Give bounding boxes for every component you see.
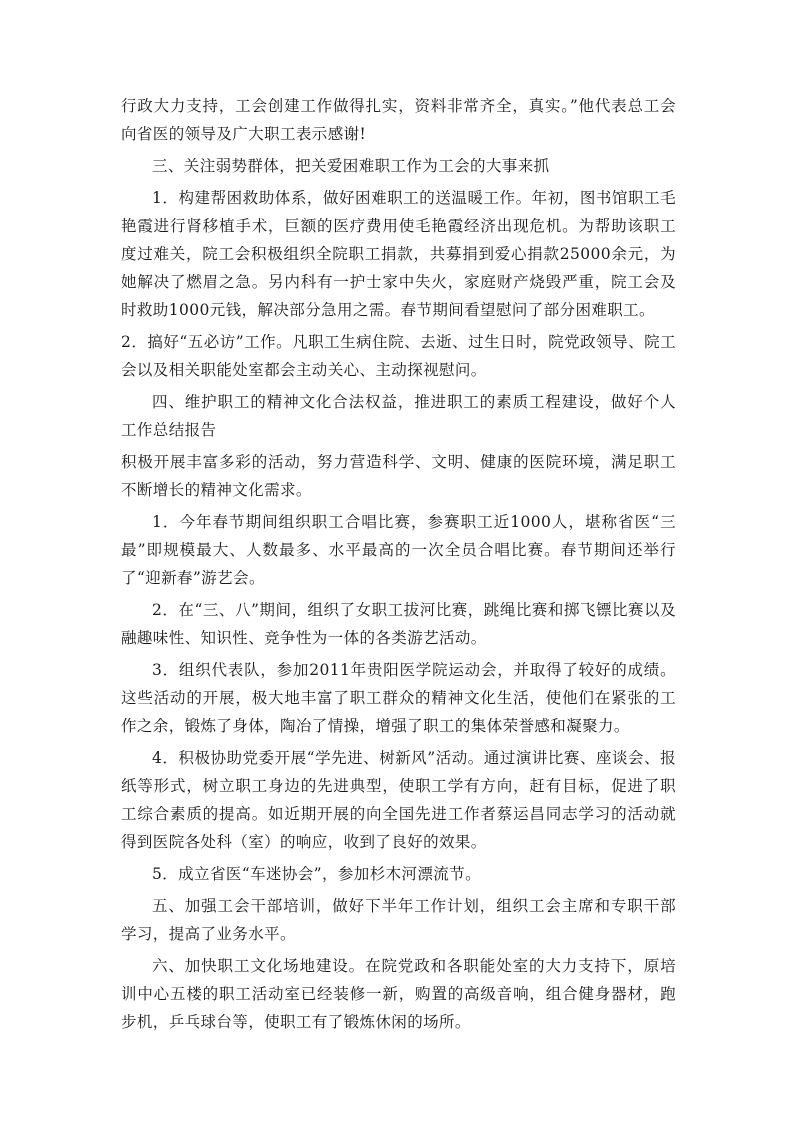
paragraph-4-intro: 积极开展丰富多彩的活动，努力营造科学、文明、健康的医院环境，满足职工不断增长的精神文化需求。 xyxy=(121,453,676,499)
paragraph-4-4: 4．积极协助党委开展“学先进、树新风”活动。通过演讲比赛、座谈会、报纸等形式，树立职工身边的先进典型，使职工学有方向，赶有目标，促进了职工综合素质的提高。如近期开展的向全国先进工作者蔡运昌同志学习的活动就得到医院各处科（室）的响应，收到了良好的效果。 xyxy=(121,749,676,851)
paragraph-4-5: 5．成立省医“车迷协会”，参加杉木河漂流节。 xyxy=(152,865,482,883)
section-heading-4: 四、维护职工的精神文化合法权益，推进职工的素质工程建设，做好个人工作总结报告 xyxy=(121,393,676,439)
paragraph-3-1: 1．构建帮困救助体系，做好困难职工的送温暖工作。年初，图书馆职工毛艳霞进行肾移植手术，巨额的医疗费用使毛艳霞经济出现危机。为帮助该职工度过难关，院工会积极组织全院职工捐款，共募捐到爱心捐款25000余元，为她解决了燃眉之急。另内科有一护士家中失火，家庭财产烧毁严重，院工会及时救助1000元钱，解决部分急用之需。春节期间看望慰问了部分困难职工。 xyxy=(121,189,676,319)
paragraph-4-2: 2．在“三、八”期间，组织了女职工拔河比赛，跳绳比赛和掷飞镖比赛以及融趣味性、知识性、竞争性为一体的各类游艺活动。 xyxy=(121,601,676,647)
paragraph-intro-continued: 行政大力支持，工会创建工作做得扎实，资料非常齐全，真实。”他代表总工会向省医的领导及广大职工表示感谢! xyxy=(121,97,676,143)
section-heading-6: 六、加快职工文化场地建设。在院党政和各职能处室的大力支持下，原培训中心五楼的职工活动室已经装修一新，购置的高级音响，组合健身器材，跑步机，乒乓球台等，使职工有了锻炼休闲的场所。 xyxy=(121,957,676,1031)
paragraph-3-2: 2．搞好“五必访”工作。凡职工生病住院、去逝、过生日时，院党政领导、院工会以及相关职能处室都会主动关心、主动探视慰问。 xyxy=(121,333,676,379)
section-heading-3: 三、关注弱势群体，把关爱困难职工作为工会的大事来抓 xyxy=(152,157,550,175)
document-page xyxy=(121,92,676,1036)
paragraph-4-3: 3．组织代表队，参加2011年贵阳医学院运动会，并取得了较好的成绩。这些活动的开展，极大地丰富了职工群众的精神文化生活，使他们在紧张的工作之余，锻炼了身体，陶冶了情操，增强了职工的集体荣誉感和凝聚力。 xyxy=(121,661,676,735)
section-heading-5: 五、加强工会干部培训，做好下半年工作计划，组织工会主席和专职干部学习，提高了业务水平。 xyxy=(121,897,676,943)
paragraph-4-1: 1．今年春节期间组织职工合唱比赛，参赛职工近1000人，堪称省医“三最”即规模最大、人数最多、水平最高的一次全员合唱比赛。春节期间还举行了“迎新春”游艺会。 xyxy=(121,513,676,587)
